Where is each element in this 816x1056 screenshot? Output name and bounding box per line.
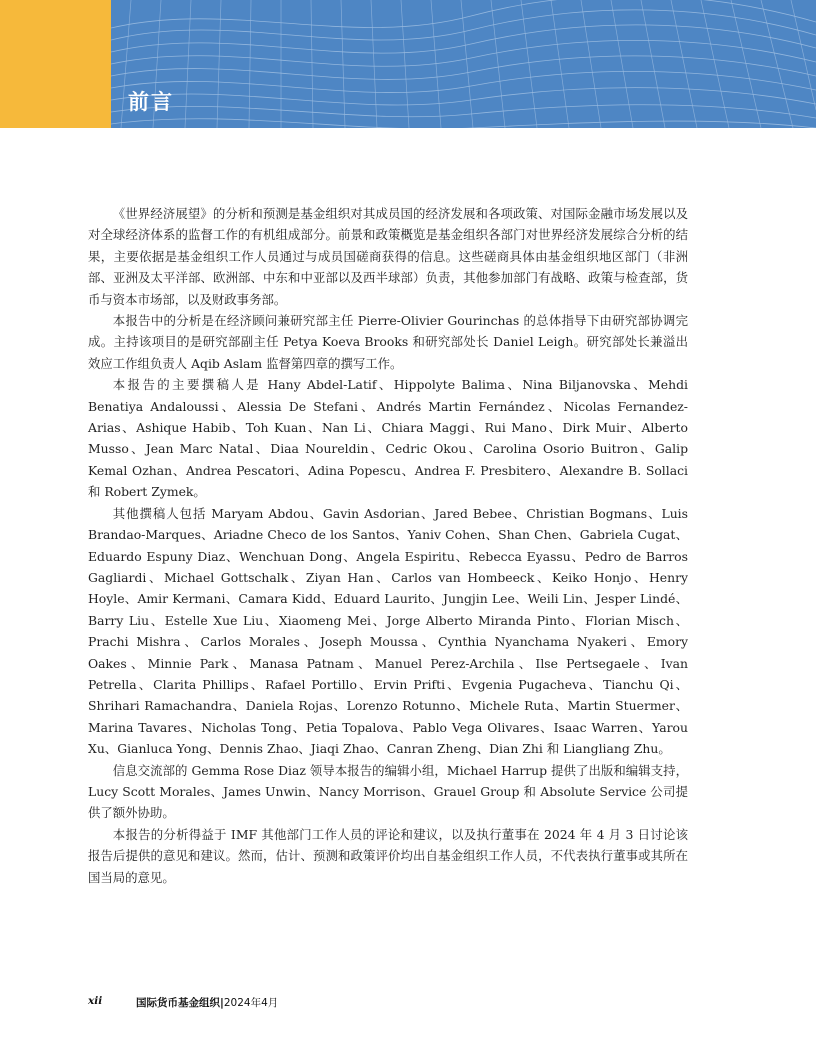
paragraph: 《世界经济展望》的分析和预测是基金组织对其成员国的经济发展和各项政策、对国际金融市场发展以及对全球经济体系的监督工作的有机组成部分。前景和政策概览是基金组织各部门对世界经济发展综合分析的结果，主要依据是基金组织工作人员通过与成员国磋商获得的信息。这些磋商具体由基金组织地区部门（非洲部、亚洲及太平洋部、欧洲部、中东和中亚部以及西半球部）负责，其他参加部门有战略、政策与检查部，货币与资本市场部，以及财政事务部。 <box>88 206 688 307</box>
footer-date: 2024年4月 <box>223 997 279 1009</box>
paragraph: 本报告的分析得益于 IMF 其他部门工作人员的评论和建议，以及执行董事在 2024 年 4 月 3 日讨论该报告后提供的意见和建议。然而，估计、预测和政策评价均出自基金组织工作人员，不代表执行董事或其所在国当局的意见。 <box>88 826 688 885</box>
page-title: 前言 <box>128 90 174 114</box>
footer-org-date <box>136 995 278 1010</box>
footer-separator: | <box>220 997 224 1009</box>
paragraph: 信息交流部的 Gemma Rose Diaz 领导本报告的编辑小组，Michael Harrup 提供了出版和编辑支持，Lucy Scott Morales、James Unwin、Nancy Morrison、Grauel Group 和 Absolute Service 公司提供了额外协助。 <box>88 762 688 821</box>
wireframe-pattern <box>111 0 816 128</box>
banner-wireframe-graphic <box>111 0 816 128</box>
footer-org: 国际货币基金组织 <box>136 997 220 1009</box>
paragraph: 本报告的主要撰稿人是 Hany Abdel-Latif、Hippolyte Balima、Nina Biljanovska、Mehdi Benatiya Andaloussi、Alessia De Stefani、Andrés Martin Fernández、Nicolas Fernandez-Arias、Ashique Habib、Toh Kuan、Nan Li、Chiara Maggi、Rui Mano、Dirk Muir、Alberto Musso、Jean Marc Natal、Diaa Noureldin、Cedric Okou、Carolina Osorio Buitron、Galip Kemal Ozhan、Andrea Pescatori、Adina Popescu、Andrea F. Presbitero、Alexandre B. Sollaci 和 Robert Zymek。 <box>88 377 688 500</box>
paragraph: 其他撰稿人包括 Maryam Abdou、Gavin Asdorian、Jared Bebee、Christian Bogmans、Luis Brandao-Marques、Ariadne Checo de los Santos、Yaniv Cohen、Shan Chen、Gabriela Cugat、Eduardo Espuny Diaz、Wenchuan Dong、Angela Espiritu、Rebecca Eyassu、Pedro de Barros Gagliardi、Michael Gottschalk、Ziyan Han、Carlos van Hombeeck、Keiko Honjo、Henry Hoyle、Amir Kermani、Camara Kidd、Eduard Laurito、Jungjin Lee、Weili Lin、Jesper Lindé、Barry Liu、Estelle Xue Liu、Xiaomeng Mei、Jorge Alberto Miranda Pinto、Florian Misch、Prachi Mishra、Carlos Morales、Joseph Moussa、Cynthia Nyanchama Nyakeri、Emory Oakes、Minnie Park、Manasa Patnam、Manuel Perez-Archila、Ilse Pertsegaele、Ivan Petrella、Clarita Phillips、Rafael Portillo、Ervin Prifti、Evgenia Pugacheva、Tianchu Qi、Shrihari Ramachandra、Daniela Rojas、Lorenzo Rotunno、Michele Ruta、Martin Stuermer、Marina Tavares、Nicholas Tong、Petia Topalova、Pablo Vega Olivares、Isaac Warren、Yarou Xu、Gianluca Yong、Dennis Zhao、Jiaqi Zhao、Canran Zheng、Dian Zhi 和 Liangliang Zhu。 <box>88 505 688 757</box>
page-footer <box>88 995 279 1009</box>
paragraph: 本报告中的分析是在经济顾问兼研究部主任 Pierre-Olivier Gourinchas 的总体指导下由研究部协调完成。主持该项目的是研究部副主任 Petya Koeva Brooks 和研究部处长 Daniel Leigh。研究部处长兼溢出效应工作组负责人 Aqib Aslam 监督第四章的撰写工作。 <box>88 313 688 371</box>
banner-accent-block <box>0 0 111 128</box>
body-text <box>88 203 688 888</box>
page-number: xii <box>88 995 103 1007</box>
header-banner <box>0 0 816 128</box>
